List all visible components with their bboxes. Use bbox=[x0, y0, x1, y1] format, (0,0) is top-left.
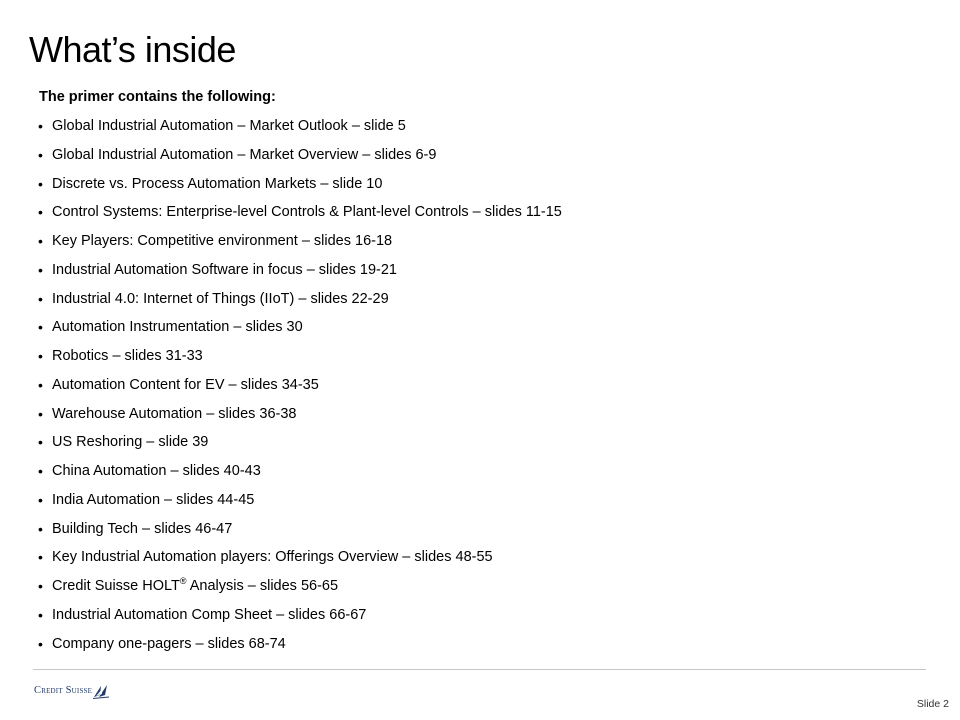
list-item-text: Key Players: Competitive environment – slides 16-18 bbox=[52, 233, 393, 249]
list-item bbox=[38, 317, 562, 346]
list-item-text: Control Systems: Enterprise-level Controls & Plant-level Controls – slides 11-15 bbox=[52, 204, 562, 221]
list-item-text: Robotics – slides 31-33 bbox=[52, 348, 203, 364]
bullet-marker: • bbox=[38, 204, 43, 221]
list-item-text: Global Industrial Automation – Market Overview – slides 6-9 bbox=[52, 146, 437, 163]
list-item-text: Industrial Automation Comp Sheet – slides 66-67 bbox=[52, 606, 367, 623]
list-item bbox=[38, 547, 562, 576]
bullet-marker: • bbox=[38, 348, 43, 364]
bullet-marker: • bbox=[38, 261, 43, 278]
bullet-marker: • bbox=[38, 520, 43, 537]
list-item bbox=[38, 605, 562, 634]
page-title: What’s inside bbox=[29, 29, 236, 70]
bullet-marker: • bbox=[38, 463, 43, 479]
bullet-marker: • bbox=[38, 578, 43, 594]
list-item-text: Credit Suisse HOLT® Analysis – slides 56-65 bbox=[52, 576, 339, 594]
list-item bbox=[38, 432, 562, 461]
bullet-marker: • bbox=[38, 606, 43, 623]
list-item-text: Automation Content for EV – slides 34-35 bbox=[52, 376, 319, 393]
bullet-marker: • bbox=[38, 319, 43, 336]
bullet-marker: • bbox=[38, 233, 43, 249]
slide-number: Slide 2 bbox=[916, 698, 949, 710]
list-item bbox=[38, 202, 562, 231]
bullet-marker: • bbox=[38, 549, 43, 566]
bullet-marker: • bbox=[38, 491, 43, 508]
list-item bbox=[38, 346, 562, 375]
list-item bbox=[38, 490, 562, 519]
bullet-marker: • bbox=[38, 434, 43, 451]
bullet-marker: • bbox=[38, 290, 43, 307]
list-item-text: Global Industrial Automation – Market Outlook – slide 5 bbox=[52, 118, 406, 134]
list-item-text: US Reshoring – slide 39 bbox=[52, 434, 209, 451]
logo-text: Credit Suisse bbox=[34, 685, 93, 696]
list-item-text: China Automation – slides 40-43 bbox=[52, 463, 261, 479]
list-item bbox=[38, 404, 562, 433]
list-item-text: India Automation – slides 44-45 bbox=[52, 491, 255, 508]
footer-divider bbox=[33, 669, 926, 670]
list-item bbox=[38, 174, 562, 203]
bullet-marker: • bbox=[38, 175, 43, 192]
list-item bbox=[38, 375, 562, 404]
list-item-text: Company one-pagers – slides 68-74 bbox=[52, 635, 286, 652]
list-item bbox=[38, 461, 562, 490]
credit-suisse-logo bbox=[34, 677, 109, 699]
intro-heading: The primer contains the following: bbox=[39, 89, 276, 105]
list-item-text: Industrial Automation Software in focus – slides 19-21 bbox=[52, 261, 397, 278]
list-item bbox=[38, 116, 562, 145]
list-item bbox=[38, 519, 562, 548]
bullet-marker: • bbox=[38, 405, 43, 422]
list-item bbox=[38, 231, 562, 260]
list-item bbox=[38, 634, 562, 663]
contents-list bbox=[38, 116, 562, 662]
list-item bbox=[38, 145, 562, 174]
credit-suisse-sails-icon bbox=[93, 683, 109, 699]
list-item-text: Building Tech – slides 46-47 bbox=[52, 520, 233, 537]
bullet-marker: • bbox=[38, 635, 43, 652]
list-item-text: Key Industrial Automation players: Offerings Overview – slides 48-55 bbox=[52, 549, 493, 566]
bullet-marker: • bbox=[38, 146, 43, 163]
list-item bbox=[38, 576, 562, 605]
bullet-marker: • bbox=[38, 118, 43, 134]
bullet-marker: • bbox=[38, 376, 43, 393]
list-item-text: Warehouse Automation – slides 36-38 bbox=[52, 405, 297, 422]
list-item bbox=[38, 260, 562, 289]
list-item-text: Discrete vs. Process Automation Markets – slide 10 bbox=[52, 175, 383, 192]
list-item bbox=[38, 289, 562, 318]
list-item-text: Industrial 4.0: Internet of Things (IIoT) – slides 22-29 bbox=[52, 290, 389, 307]
list-item-text: Automation Instrumentation – slides 30 bbox=[52, 319, 303, 336]
